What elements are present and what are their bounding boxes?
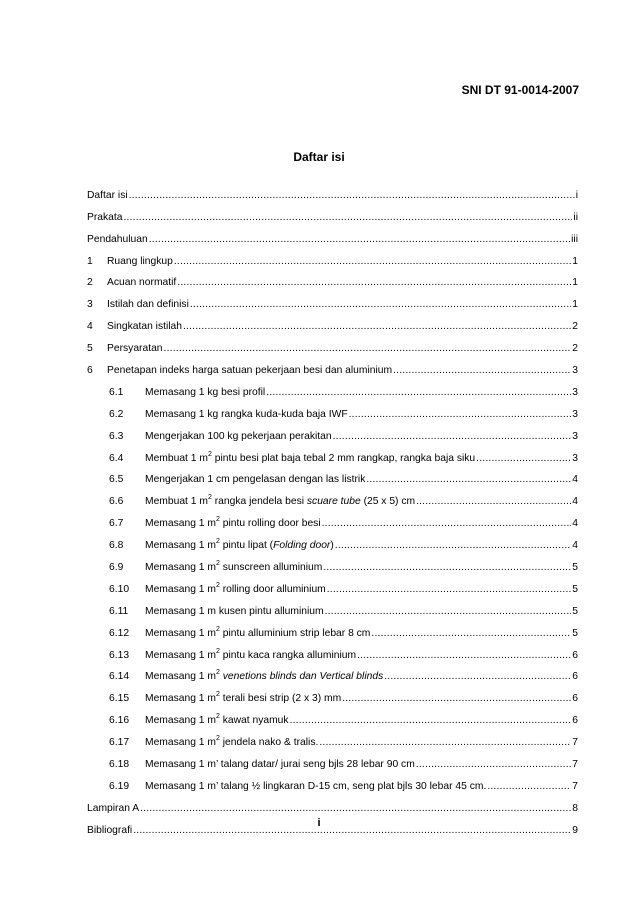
toc-entry-page: 7 [572,780,578,792]
toc-entry-number: 4 [87,321,93,333]
toc-subentry[interactable] [87,618,578,640]
superscript: 2 [215,691,220,699]
title-part: pintu rolling door besi [219,518,321,530]
toc-leader-dots [393,365,571,377]
toc-subentry[interactable] [87,486,578,508]
toc-leader-dots [149,234,570,246]
toc-subentry[interactable] [87,508,578,530]
title-part: Memasang 1 m [145,737,216,749]
superscript: 2 [215,647,220,655]
title-part: pintu alluminium strip lebar 8 cm [219,627,371,639]
title-part: rangka jendela besi [211,496,307,508]
toc-entry-page: 6 [572,649,578,661]
toc-entry-title: Mengerjakan 100 kg pekerjaan perakitan [145,430,332,442]
superscript: 2 [215,560,220,568]
toc-entry[interactable] [87,333,578,355]
toc-entry-title: Istilah dan definisi [107,299,189,311]
toc-entry-page: 5 [572,627,578,639]
title-part: rolling door alluminium [219,583,326,595]
toc-entry-title: Bibliografi [87,824,133,836]
toc-entry-number: 6.5 [109,474,124,486]
title-part: sunscreen alluminium [219,562,323,574]
toc-entry-number: 3 [87,299,93,311]
superscript: 2 [207,494,212,502]
toc-entry-title: Pendahuluan [87,233,148,245]
toc-entry-page: 3 [572,408,578,420]
toc-subentry[interactable] [87,683,578,705]
toc-entry[interactable] [87,202,578,224]
toc-entry[interactable] [87,180,578,202]
toc-leader-dots [335,540,571,552]
toc-entry-number: 2 [87,277,93,289]
title-part: Memasang 1 m [145,562,216,574]
toc-entry-page: 5 [572,562,578,574]
toc-entry-page: 6 [572,715,578,727]
toc-entry-number: 5 [87,343,93,355]
toc-entry-title: Prakata [87,211,123,223]
title-part: Memasang 1 m [145,627,216,639]
toc-entry-page: 1 [572,299,578,311]
toc-entry-number: 6.9 [109,562,124,574]
toc-subentry[interactable] [87,574,578,596]
toc-entry[interactable] [87,793,578,815]
toc-leader-dots [366,474,571,486]
toc-entry-number: 6.11 [109,605,129,617]
title-part: ) [330,540,334,552]
document-code: SNI DT 91-0014-2007 [461,83,579,97]
toc-entry[interactable] [87,268,578,290]
superscript: 2 [215,581,220,589]
toc-leader-dots [325,606,572,618]
title-part: pintu kaca rangka alluminium [219,649,357,661]
toc-entry-title: Memasang 1 m’ talang datar/ jurai seng bjls 28 lebar 90 cm [145,759,415,771]
toc-entry-title [145,562,322,574]
title-italic-part: Folding door [273,540,331,552]
toc-entry-title: Singkatan istilah [107,321,182,333]
superscript: 2 [215,669,220,677]
toc-leader-dots [322,518,572,530]
toc-entry-title [145,496,415,508]
toc-entry-page: 4 [572,518,578,530]
toc-leader-dots [342,693,571,705]
toc-leader-dots [487,781,571,793]
toc-entry-number: 6.17 [109,737,130,749]
toc-entry-page: 6 [572,671,578,683]
toc-leader-dots [371,628,571,640]
toc-entry[interactable] [87,224,578,246]
toc-entry-page: 5 [572,605,578,617]
toc-leader-dots [183,321,571,333]
toc-entry-title: Penetapan indeks harga satuan pekerjaan besi dan aluminium [107,365,393,377]
toc-entry-title [145,518,321,530]
superscript: 2 [215,625,220,633]
title-part: Memasang 1 m [145,518,216,530]
title-part: (25 x 5) cm [360,496,416,508]
title-italic-part: venetions blinds dan Vertical blinds [222,671,384,683]
toc-entry[interactable] [87,311,578,333]
title-part: Membuat 1 m [145,496,208,508]
toc-entry-title: Acuan normatif [107,277,177,289]
title-italic-part: scuare tube [306,496,361,508]
title-part: Membuat 1 m [145,452,208,464]
title-part: Memasang 1 m [145,649,216,661]
toc-entry-page: i [575,189,578,201]
toc-subentry[interactable] [87,552,578,574]
toc-entry-number: 6.8 [109,540,124,552]
toc-subentry[interactable] [87,662,578,684]
toc-entry-page: 5 [572,583,578,595]
toc-entry-page: 1 [572,255,578,267]
toc-entry-page: 3 [572,452,578,464]
toc-entry-number: 6.7 [109,518,124,530]
toc-entry-page: 7 [572,759,578,771]
toc-subentry[interactable] [87,749,578,771]
toc-leader-dots [164,343,572,355]
toc-entry-page: 9 [572,824,578,836]
toc-leader-dots [177,277,571,289]
title-part: kawat nyamuk [219,715,289,727]
superscript: 2 [215,735,220,743]
toc-entry-title: Daftar isi [87,189,128,201]
toc-entry-page: ii [573,211,578,223]
toc-entry-title [145,737,318,749]
page-number: i [317,817,321,829]
toc-leader-dots [476,453,571,465]
toc-entry-number: 6.1 [109,386,124,398]
toc-subentry[interactable] [87,377,578,399]
toc-leader-dots [333,431,572,443]
title-part: pintu lipat ( [219,540,274,552]
toc-entry-number: 6.13 [109,649,130,661]
toc-entry-number: 6.12 [109,627,130,639]
toc-entry-page: 3 [572,365,578,377]
toc-entry-page: 4 [572,496,578,508]
toc-entry-page: iii [571,233,578,245]
toc-entry-page: 6 [572,693,578,705]
title-part: Memasang 1 m [145,671,216,683]
toc-leader-dots [416,759,572,771]
toc-entry-title: Mengerjakan 1 cm pengelasan dengan las listrik [145,474,366,486]
toc-entry-title: Memasang 1 m kusen pintu alluminium [145,605,324,617]
toc-entry-title: Memasang 1 kg rangka kuda-kuda baja IWF [145,408,348,420]
toc-entry-title [145,540,334,552]
toc-leader-dots [124,212,573,224]
toc-entry-title [145,647,357,662]
toc-subentry[interactable] [87,421,578,443]
toc-subentry[interactable] [87,596,578,618]
toc-entry-number: 6.15 [109,693,130,705]
toc-entry-number: 6.14 [109,671,130,683]
title-part: Memasang 1 m [145,540,216,552]
toc-entry-page: 8 [572,802,578,814]
table-of-contents [87,180,578,837]
page-title: Daftar isi [293,150,345,164]
toc-entry-page: 2 [572,321,578,333]
toc-entry-page: 2 [572,343,578,355]
toc-leader-dots [327,584,572,596]
toc-leader-dots [290,715,572,727]
toc-entry-number: 6.6 [109,496,124,508]
toc-entry-title [145,450,476,465]
toc-entry-title [145,581,326,596]
toc-entry-title: Persyaratan [107,343,163,355]
toc-entry-number: 6.4 [109,452,124,464]
superscript: 2 [215,516,220,524]
toc-entry-number: 6.3 [109,430,124,442]
toc-entry-page: 4 [572,540,578,552]
toc-entry-page: 3 [572,386,578,398]
toc-entry-title [145,671,383,683]
toc-entry[interactable] [87,246,578,268]
toc-entry-page: 4 [572,474,578,486]
superscript: 2 [215,538,220,546]
toc-subentry[interactable] [87,399,578,421]
toc-leader-dots [190,299,571,311]
toc-leader-dots [174,256,571,268]
title-part: Memasang 1 m [145,715,216,727]
toc-entry-title: Ruang lingkup [107,255,173,267]
title-part: pintu besi plat baja tebal 2 mm rangkap, rangka baja siku [211,452,476,464]
toc-leader-dots [319,737,571,749]
toc-entry-number: 6.10 [109,583,130,595]
toc-entry-title [145,715,289,727]
toc-subentry[interactable] [87,771,578,793]
toc-entry-number: 6.2 [109,408,124,420]
toc-entry-page: 1 [572,277,578,289]
toc-entry-title [145,693,341,705]
title-part: Memasang 1 m [145,693,216,705]
title-part: jendela nako & tralis. [219,737,319,749]
title-part: terali besi strip (2 x 3) mm [219,693,342,705]
toc-subentry[interactable] [87,705,578,727]
toc-leader-dots [384,671,571,683]
toc-entry-number: 1 [87,255,93,267]
toc-subentry[interactable] [87,640,578,662]
title-part: Memasang 1 m [145,583,216,595]
toc-subentry[interactable] [87,530,578,552]
toc-entry-page: 3 [572,430,578,442]
toc-entry-title: Lampiran A [87,802,140,814]
toc-entry-number: 6.18 [109,759,130,771]
toc-leader-dots [349,409,572,421]
superscript: 2 [207,450,212,458]
toc-entry-page: 7 [572,737,578,749]
toc-leader-dots [323,562,571,574]
superscript: 2 [215,713,220,721]
toc-subentry[interactable] [87,727,578,749]
toc-leader-dots [357,650,571,662]
toc-subentry[interactable] [87,465,578,487]
toc-entry[interactable] [87,289,578,311]
toc-leader-dots [140,803,571,815]
toc-entry-number: 6.19 [109,780,130,792]
toc-entry-number: 6 [87,365,93,377]
toc-leader-dots [129,190,575,202]
toc-entry[interactable] [87,355,578,377]
toc-entry-number: 6.16 [109,715,130,727]
toc-entry-title: Memasang 1 kg besi profil [145,386,266,398]
toc-entry-title: Memasang 1 m’ talang ½ lingkaran D-15 cm, seng plat bjls 30 lebar 45 cm. [145,780,487,792]
toc-entry-title [145,625,371,640]
toc-leader-dots [266,387,571,399]
toc-leader-dots [416,496,571,508]
toc-subentry[interactable] [87,443,578,465]
